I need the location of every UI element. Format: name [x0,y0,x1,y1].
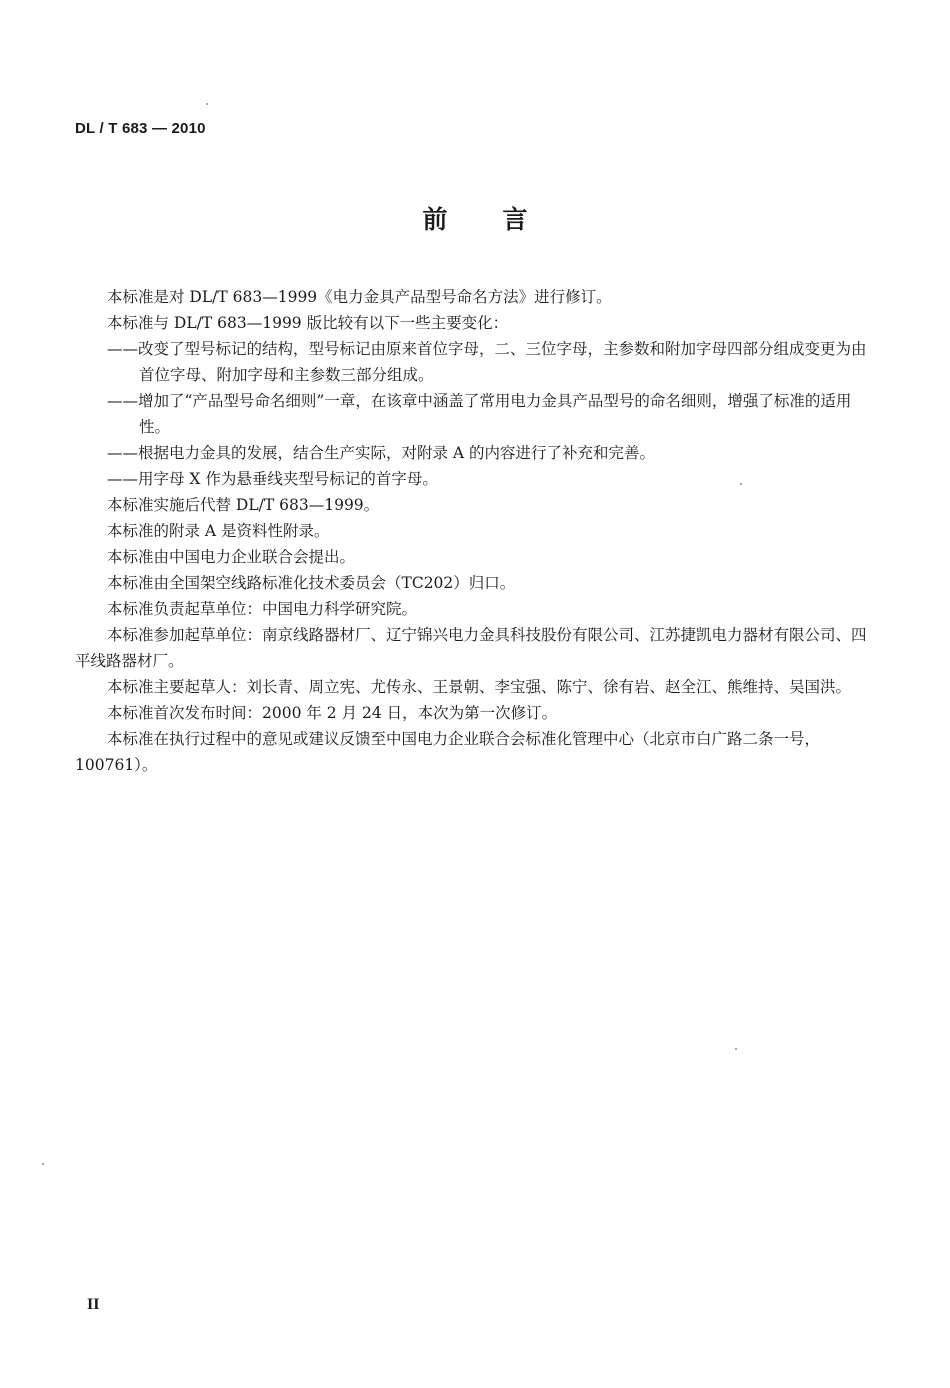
preface-paragraph: 本标准实施后代替 DL/T 683—1999。 [107,496,380,514]
preface-paragraph: 本标准主要起草人：刘长青、周立宪、尤传永、王景朝、李宝强、陈宁、徐有岩、赵全江、熊维持、吴国洪。 [107,678,852,696]
preface-paragraph: 本标准参加起草单位：南京线路器材厂、辽宁锦兴电力金具科技股份有限公司、江苏捷凯电力器材有限公司、四平线路器材厂。 [75,626,867,670]
change-list-item: ——根据电力金具的发展，结合生产实际，对附录 A 的内容进行了补充和完善。 [107,444,656,462]
page-number: II [87,1296,100,1313]
scan-speck [735,1048,737,1050]
preface-paragraph: 本标准是对 DL/T 683—1999《电力金具产品型号命名方法》进行修订。 [107,288,612,306]
preface-paragraph: 本标准首次发布时间：2000 年 2 月 24 日，本次为第一次修订。 [107,704,558,722]
scan-speck [206,103,208,105]
preface-paragraph: 本标准的附录 A 是资料性附录。 [107,522,330,540]
scan-speck [740,483,742,485]
change-list-item: ——改变了型号标记的结构，型号标记由原来首位字母，二、三位字母，主参数和附加字母四部分组成变更为由首位字母、附加字母和主参数三部分组成。 [107,340,867,384]
standard-code-header: DL / T 683 — 2010 [75,120,206,137]
preface-paragraph: 本标准由全国架空线路标准化技术委员会（TC202）归口。 [107,574,516,592]
change-list-item: ——增加了“产品型号命名细则”一章，在该章中涵盖了常用电力金具产品型号的命名细则，增强了标准的适用性。 [107,392,852,436]
preface-body [75,284,871,778]
page-title: 前言 [422,205,583,234]
preface-paragraph: 本标准在执行过程中的意见或建议反馈至中国电力企业联合会标准化管理中心（北京市白广路二条一号，100761）。 [75,730,821,774]
preface-paragraph: 本标准负责起草单位：中国电力科学研究院。 [107,600,418,618]
change-list-item: ——用字母 X 作为悬垂线夹型号标记的首字母。 [107,470,438,488]
scan-speck [42,1163,44,1165]
preface-paragraph: 本标准由中国电力企业联合会提出。 [107,548,356,566]
preface-paragraph: 本标准与 DL/T 683—1999 版比较有以下一些主要变化： [107,314,509,332]
